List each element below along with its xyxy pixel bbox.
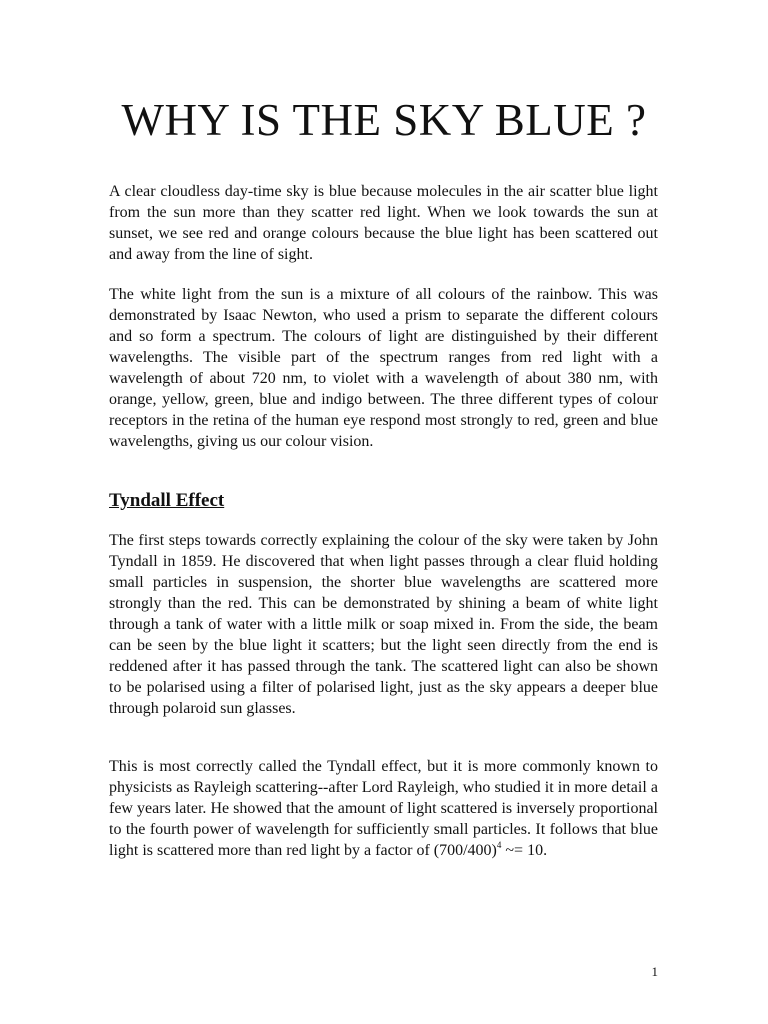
paragraph-white-light: The white light from the sun is a mixture of all colours of the rainbow. This was demonstrated by Isaac Newton, who used a prism to separate the different colours and so form a spectrum. The colours of light are distinguished by their different wavelengths. The visible part of the spectrum ranges from red light with a wavelength of about 720 nm, to violet with a wavelength of about 380 nm, with orange, yellow, green, blue and indigo between. The three different types of colour receptors in the retina of the human eye respond most strongly to red, green and blue wavelengths, giving us our colour vision.	[109, 286, 658, 450]
paragraph-rayleigh-tail: ~= 10.	[501, 842, 548, 859]
paragraph-tyndall: The first steps towards correctly explaining the colour of the sky were taken by John Tyndall in 1859. He discovered that when light passes through a clear fluid holding small particles in suspension, the shorter blue wavelengths are scattered more strongly than the red. This can be demonstrated by shining a beam of white light through a tank of water with a little milk or soap mixed in. From the side, the beam can be seen by the blue light it scatters; but the light seen directly from the end is reddened after it has passed through the tank. The scattered light can also be shown to be polarised using a filter of polarised light, just as the sky appears a deeper blue through polaroid sun glasses.	[109, 532, 658, 717]
page-number: 1	[651, 964, 658, 979]
section-heading-tyndall-effect: Tyndall Effect	[109, 490, 225, 511]
paragraph-intro: A clear cloudless day-time sky is blue because molecules in the air scatter blue light from the sun more than they scatter red light. When we look towards the sun at sunset, we see red and orange colours because the blue light has been scattered out and away from the line of sight.	[109, 183, 658, 263]
paragraph-rayleigh-text: This is most correctly called the Tyndall effect, but it is more commonly known to physicists as Rayleigh scattering--after Lord Rayleigh, who studied it in more detail a few years later. He showed that the amount of light scattered is inversely proportional to the fourth power of wavelength for sufficiently small particles. It follows that blue light is scattered more than red light by a factor of (700/400)	[109, 758, 658, 859]
exponent-superscript: 4	[496, 839, 502, 850]
paragraph-rayleigh	[109, 756, 658, 861]
document-title: WHY IS THE SKY BLUE ?	[121, 95, 647, 145]
